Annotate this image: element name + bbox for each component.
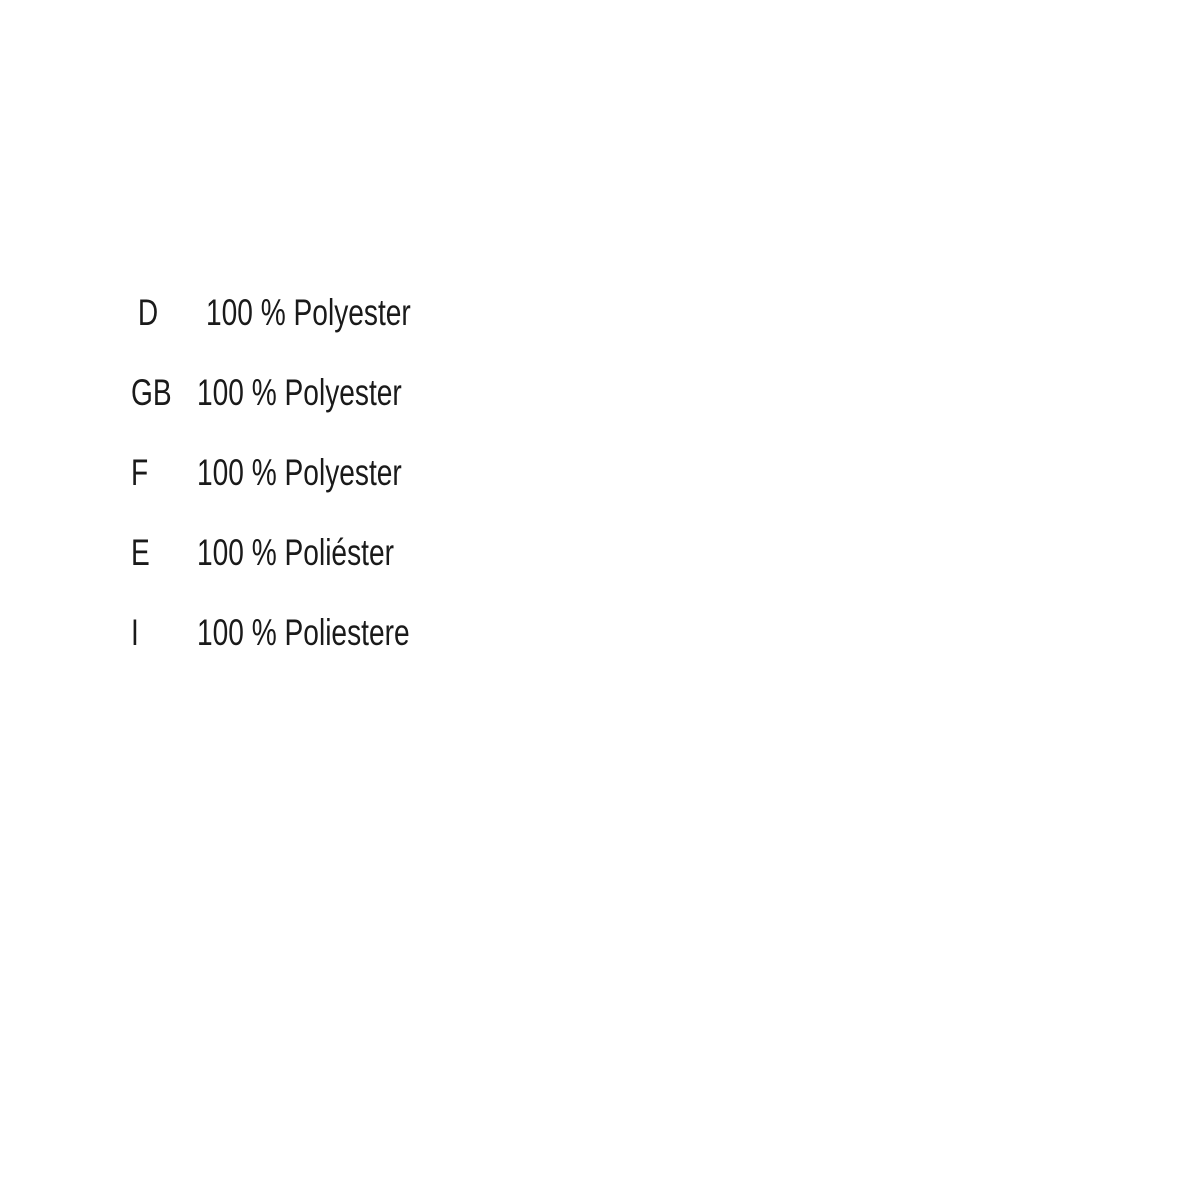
composition-text-i: 100 % Poliestere (197, 612, 410, 653)
language-code-i: I (131, 612, 139, 653)
composition-row-gb (131, 353, 477, 433)
composition-row-e (131, 513, 477, 593)
composition-row-i (131, 593, 477, 673)
composition-text-d: 100 % Polyester (206, 292, 411, 333)
composition-row-d (131, 273, 477, 353)
language-code-d: D (137, 292, 159, 333)
language-code-e: E (131, 532, 150, 573)
composition-list (131, 273, 477, 673)
composition-text-gb: 100 % Polyester (197, 372, 402, 413)
language-code-gb: GB (131, 372, 172, 413)
language-code-f: F (131, 452, 149, 493)
composition-text-f: 100 % Polyester (197, 452, 402, 493)
composition-text-e: 100 % Poliéster (197, 532, 394, 573)
composition-row-f (131, 433, 477, 513)
